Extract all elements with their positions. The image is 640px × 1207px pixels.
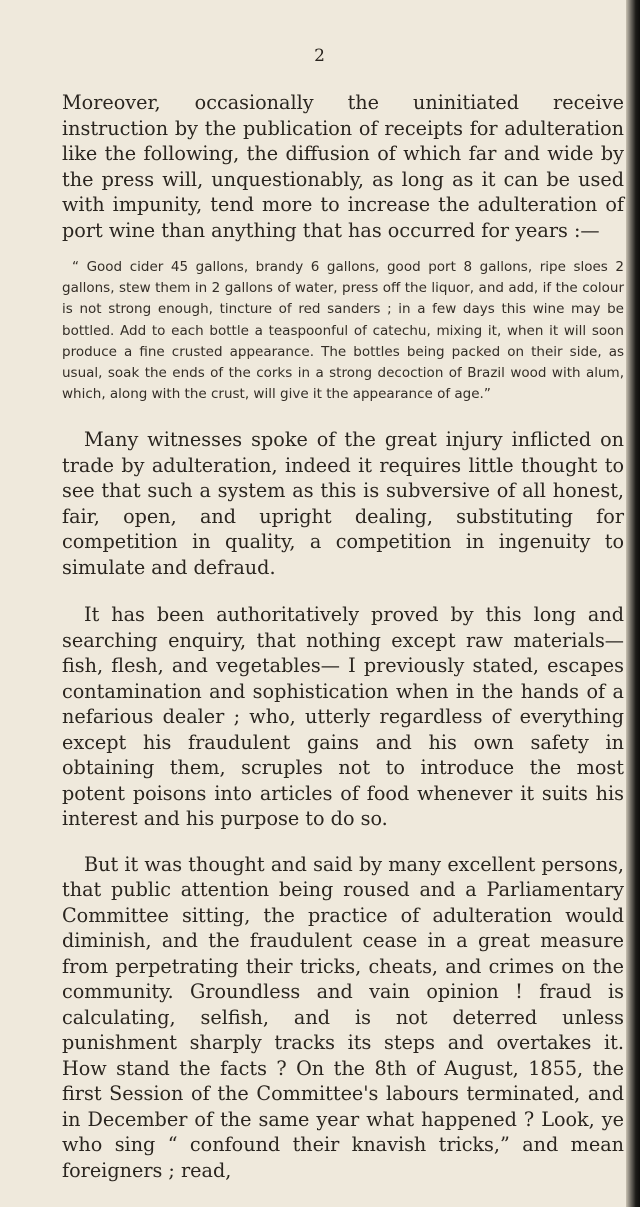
block-quote-recipe: “ Good cider 45 gallons, brandy 6 gallons, good port 8 gallons, ripe sloes 2 gallons, stew them in 2 gallons of water, press off the liquor, and add, if the colour is not strong enough, tincture of red sanders ; in a few days this wine may be bottled. Add to each bottle a teaspoonful of catechu, mixing it, when it will soon produce a fine crusted appearance. The bottles being packed on their side, as usual, soak the ends of the corks in a strong decoction of Brazil wood with alum, which, along with the crust, will give it the appearance of age.”: [62, 259, 624, 403]
paragraph-enquiry: It has been authoritatively proved by this long and searching enquiry, that nothing except raw materials—fish, flesh, and vegetables— I previously stated, escapes contamination and sophistication when in the hands of a nefarious dealer ; who, utterly regardless of everything except his fraudulent gains and his own safety in obtaining them, scruples not to introduce the most potent poisons into articles of food whenever it suits his interest and his purpose to do so.: [62, 603, 624, 831]
page-edge-shadow: [626, 0, 640, 1207]
paragraph-committee: But it was thought and said by many excellent persons, that public attention being roused and a Parliamentary Committee sitting, the practice of adulteration would diminish, and the fraudulent cease in a great measure from perpetrating their tricks, cheats, and crimes on the community. Groundless and vain opinion ! fraud is calculating, selfish, and is not deterred unless punishment sharply tracks its steps and overtakes it. How stand the facts ? On the 8th of August, 1855, the first Session of the Committee's labours terminated, and in December of the same year what happened ? Look, ye who sing “ confound their knavish tricks,” and mean foreigners ; read,: [62, 852, 624, 1182]
paragraph-intro: Moreover, occasionally the uninitiated receive instruction by the publication of receipts for adulteration like the following, the diffusion of which far and wide by the press will, unquestionably, as long as it can be used with impunity, tend more to increase the adulteration of port wine than anything that has occurred for years :—: [62, 91, 624, 242]
paragraph-witnesses: Many witnesses spoke of the great injury inflicted on trade by adulteration, indeed it requires little thought to see that such a system as this is subversive of all honest, fair, open, and upright dealing, substituting for competition in quality, a competition in ingenuity to simulate and defraud.: [62, 428, 624, 579]
text-column: [62, 90, 624, 1183]
page-number: 2: [314, 46, 326, 66]
